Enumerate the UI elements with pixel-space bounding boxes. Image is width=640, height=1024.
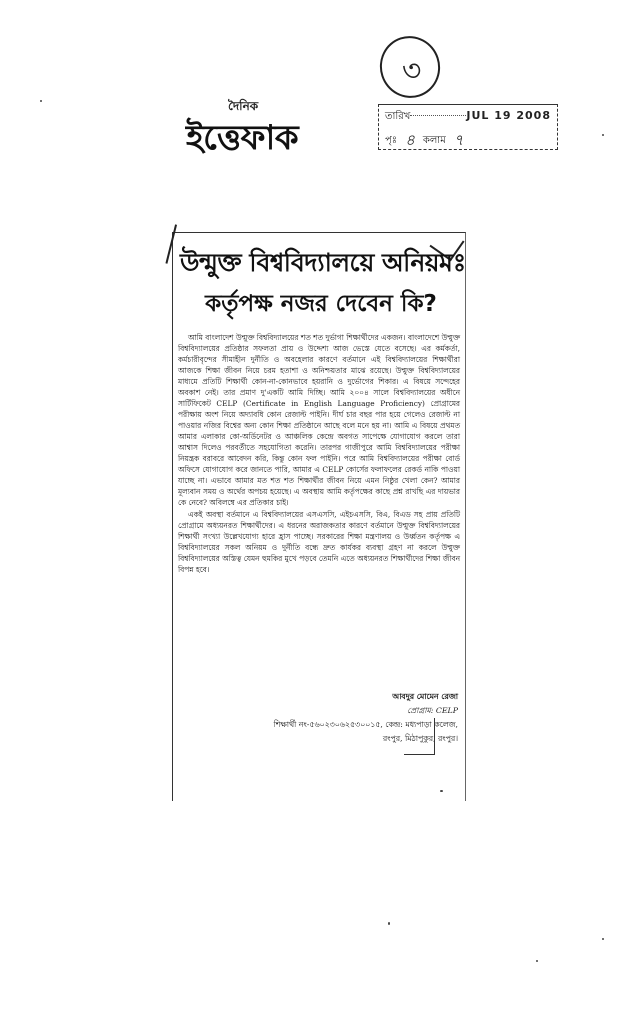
- handwritten-bracket: [404, 718, 435, 755]
- stamp-divider: [410, 109, 466, 116]
- stamp-date: JUL 19 2008: [466, 109, 551, 122]
- handwritten-number: ৩: [401, 53, 422, 89]
- article-subheadline: কর্তৃপক্ষ নজর দেবেন কি?: [205, 291, 437, 317]
- scan-speck: [440, 790, 443, 792]
- scan-speck: [602, 134, 604, 136]
- date-label: তারিখ: [385, 111, 411, 122]
- date-page-stamp: [378, 104, 558, 150]
- column-number: ৭: [453, 131, 464, 149]
- column-label: কলাম: [422, 135, 446, 146]
- article-body: [178, 332, 460, 576]
- scan-speck: [602, 938, 604, 940]
- newspaper-name: ইত্তেফাক: [186, 118, 299, 158]
- author-name: আবদুর মোমেন রেজা: [392, 692, 458, 701]
- author-program: প্রোগ্রাম: CELP: [407, 706, 458, 715]
- article-headline: উন্মুক্ত বিশ্ববিদ্যালয়ে অনিয়মঃ: [180, 248, 466, 277]
- scan-speck: [388, 922, 390, 925]
- author-address: রংপুর, মিঠাপুকুর, রংপুর।: [382, 734, 458, 743]
- scan-speck: [536, 960, 538, 962]
- article-paragraph: আমি বাংলাদেশ উন্মুক্ত বিশ্ববিদ্যালয়ের শত শত দুর্ভাগা শিক্ষার্থীদের একজন। বাংলাদেশে উন্মুক্ত বিশ্ববিদ্যালয়ের প্রতিষ্ঠার সফলতা প্রায় ও উদ্দেশ্য আজ ভেস্তে যেতে বসেছে। এর কর্মকর্তা, কর্মচারীবৃন্দের সীমাহীন দুর্নীতি ও অবহেলার কারণে বর্তমানে এই বিশ্ববিদ্যালয়ের শিক্ষার্থীরা আজকে শিক্ষা জীবন নিয়ে চরম হতাশা ও অনিশ্চয়তার মাঝে রয়েছে। উন্মুক্ত বিশ্ববিদ্যালয়ের মাধ্যমে প্রতিটি শিক্ষার্থী কোন-না-কোনভাবে হয়রানি ও দুর্ভোগের শিকার। এ বিষয়ে সন্দেহের অবকাশ নেই। তার প্রমাণ দু'একটি আমি দিচ্ছি। আমি ২০০৪ সালে বিশ্ববিদ্যালয়ের অধীনে সার্টিফিকেট CELP (Certificate in English Language Proficiency) প্রোগ্রামের পরীক্ষায় অংশ নিয়ে অদ্যাবধি কোন রেজাল্ট পাইনি। দীর্ঘ চার বছর পার হয়ে গেলেও রেজাল্ট না পাওয়ার নজির বিশ্বের অন্য কোন শিক্ষা প্রতিষ্ঠানে আছে বলে মনে হয় না। আমি এ বিষয়ে প্রথমত আমার এলাকার কো-অর্ডিনেটর ও আঞ্চলিক কেন্দ্রে অবগত সাপেক্ষে যোগাযোগ করলে তারা আশ্বাস দিলেও পরবর্তীতে সহযোগিতা করেনি। তারপর গাজীপুরে আমি বিশ্ববিদ্যালয়ের পরীক্ষা নিয়ন্ত্রক বরাবরে আবেদন করি, কিন্তু কোন ফল পাইনি। পরে আমি বিশ্ববিদ্যালয়ের পরীক্ষা বোর্ড অফিসে যোগাযোগ করে জানতে পারি, আমার এ CELP কোর্সের ফলাফলের রেকর্ড নাকি পাওয়া যাচ্ছে না। এভাবে আমার মত শত শত শিক্ষার্থীর জীবন নিয়ে এমন নিষ্ঠুর খেলা কেন? আমার মূল্যবান সময় ও অর্থের অপচয় হয়েছে। এ অবস্থায় আমি কর্তৃপক্ষের কাছে প্রশ্ন রাখছি এর দায়ভার কে নেবে? অবিলম্বে এর প্রতিকার চাই।: [178, 333, 460, 507]
- author-student-id: শিক্ষার্থী নং-৫৬০২৩০৬২৫৩০০১৫, কেন্দ্র: মধ্যপাড়া কলেজ,: [273, 720, 458, 729]
- handwritten-page-mark: [372, 28, 448, 106]
- page-number: ৪: [405, 131, 415, 149]
- scan-speck: [40, 100, 42, 102]
- masthead-prefix: দৈনিক: [228, 99, 259, 113]
- page-label: পৃঃ: [385, 135, 398, 146]
- article-paragraph: একই অবস্থা বর্তমানে এ বিশ্ববিদ্যালয়ের এসএসসি, এইচএসসি, বিএ, বিএড সহ প্রায় প্রতিটি প্রোগ্রামে অধ্যয়নরত শিক্ষার্থীদের। এ ধরনের অরাজকতার কারণে বর্তমানে উন্মুক্ত বিশ্ববিদ্যালয়ের শিক্ষার্থী সংখ্যা উল্লেখযোগ্য হারে হ্রাস পাচ্ছে। সরকারের শিক্ষা মন্ত্রণালয় ও উর্ধ্বতন কর্তৃপক্ষ এ বিশ্ববিদ্যালয়ের সকল অনিয়ম ও দুর্নীতি বন্ধে দ্রুত কার্যকর ব্যবস্থা গ্রহণ না করলে উন্মুক্ত বিশ্ববিদ্যালয়ের অস্তিত্ব যেমন হুমকির মুখে পড়বে তেমনি এতে অধ্যয়নরত শিক্ষার্থীদের শিক্ষা জীবন বিপন্ন হবে।: [178, 510, 460, 574]
